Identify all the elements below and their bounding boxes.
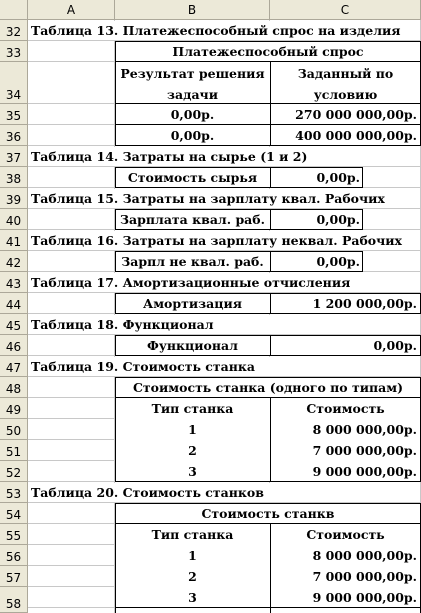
table-13-cell[interactable]: 400 000 000,00р. (295, 128, 417, 143)
row-header[interactable]: 32 (0, 20, 28, 41)
table-19-cell[interactable]: 1 (188, 422, 197, 437)
row-header[interactable]: 50 (0, 419, 28, 440)
column-header-b[interactable]: B (115, 0, 270, 20)
row-header[interactable]: 34 (0, 62, 28, 104)
table-20-title[interactable]: Таблица 20. Стоимость станков (31, 485, 264, 500)
table-16-title[interactable]: Таблица 16. Затраты на зарплату неквал. Рабочих (31, 233, 402, 248)
row-header[interactable]: 54 (0, 503, 28, 524)
row-header[interactable]: 35 (0, 104, 28, 125)
table-15-title[interactable]: Таблица 15. Затраты на зарплату квал. Рабочих (31, 191, 385, 206)
row-header[interactable]: 55 (0, 524, 28, 545)
table-20-cell[interactable]: 1 (188, 548, 197, 563)
table-13-cell[interactable]: 0,00р. (170, 107, 215, 122)
table-20-cell[interactable]: 3 (188, 590, 197, 605)
table-19-cell[interactable]: 8 000 000,00р. (312, 422, 417, 437)
row-header[interactable]: 58 (0, 587, 28, 613)
row-header[interactable]: 44 (0, 293, 28, 314)
table-17-value[interactable]: 1 200 000,00р. (312, 296, 417, 311)
select-all-corner[interactable] (0, 0, 28, 20)
row-header[interactable]: 49 (0, 398, 28, 419)
table-20-cell[interactable]: 7 000 000,00р. (312, 569, 417, 584)
column-header-a[interactable]: A (28, 0, 115, 20)
row-header[interactable]: 36 (0, 125, 28, 146)
table-16-value[interactable]: 0,00р. (316, 254, 360, 269)
table-20-cell[interactable]: 2 (188, 569, 197, 584)
row-header[interactable]: 53 (0, 482, 28, 503)
row-header[interactable]: 45 (0, 314, 28, 335)
table-20-group-header[interactable]: Стоимость станкв (201, 506, 335, 521)
table-13-col1-header-line1[interactable]: Результат решения (120, 66, 265, 81)
table-13-col2-header-line2: условию (313, 87, 378, 102)
row-header[interactable]: 47 (0, 356, 28, 377)
table-15-value[interactable]: 0,00р. (316, 212, 360, 227)
row-header[interactable]: 51 (0, 440, 28, 461)
table-17-title[interactable]: Таблица 17. Амортизационные отчисления (31, 275, 351, 290)
table-16-label[interactable]: Зарпл не квал. раб. (121, 254, 264, 269)
row-header[interactable]: 39 (0, 188, 28, 209)
table-18-label[interactable]: Функционал (147, 338, 238, 353)
table-20-col2-header[interactable]: Стоимость (306, 527, 385, 542)
row-header[interactable]: 33 (0, 41, 28, 62)
row-header[interactable]: 41 (0, 230, 28, 251)
table-19-cell[interactable]: 2 (188, 443, 197, 458)
table-14-title[interactable]: Таблица 14. Затраты на сырье (1 и 2) (31, 149, 308, 164)
table-19-group-header[interactable]: Стоимость станка (одного по типам) (132, 380, 404, 395)
row-header[interactable]: 57 (0, 566, 28, 587)
table-13-col1-header-line2: задачи (167, 87, 218, 102)
table-14-label[interactable]: Стоимость сырья (127, 170, 258, 185)
table-20-cell[interactable]: 8 000 000,00р. (312, 548, 417, 563)
table-13-title[interactable]: Таблица 13. Платежеспособный спрос на изделия (31, 23, 401, 38)
row-header[interactable]: 38 (0, 167, 28, 188)
row-header[interactable]: 52 (0, 461, 28, 482)
table-19-col2-header[interactable]: Стоимость (306, 401, 385, 416)
table-20-col1-header[interactable]: Тип станка (151, 527, 234, 542)
table-15-label[interactable]: Зарплата квал. раб. (120, 212, 265, 227)
table-19-cell[interactable]: 3 (188, 464, 197, 479)
row-header[interactable]: 37 (0, 146, 28, 167)
column-header-c[interactable]: C (270, 0, 421, 20)
table-20-cell[interactable]: 9 000 000,00р. (312, 590, 417, 605)
table-13-cell[interactable]: 270 000 000,00р. (295, 107, 417, 122)
row-header[interactable]: 46 (0, 335, 28, 356)
row-header[interactable]: 43 (0, 272, 28, 293)
table-19-title[interactable]: Таблица 19. Стоимость станка (31, 359, 256, 374)
table-13-col2-header-line1[interactable]: Заданный по (297, 66, 394, 81)
row-header[interactable]: 56 (0, 545, 28, 566)
table-17-label[interactable]: Амортизация (143, 296, 242, 311)
table-13-group-header[interactable]: Платежеспособный спрос (172, 44, 364, 59)
table-13-cell[interactable]: 0,00р. (170, 128, 215, 143)
table-19-cell[interactable]: 7 000 000,00р. (312, 443, 417, 458)
table-18-title[interactable]: Таблица 18. Функционал (31, 317, 214, 332)
table-19-cell[interactable]: 9 000 000,00р. (312, 464, 417, 479)
table-19-col1-header[interactable]: Тип станка (151, 401, 234, 416)
table-14-value[interactable]: 0,00р. (316, 170, 360, 185)
row-header[interactable]: 40 (0, 209, 28, 230)
row-header[interactable]: 48 (0, 377, 28, 398)
row-header[interactable]: 42 (0, 251, 28, 272)
table-18-value[interactable]: 0,00р. (373, 338, 417, 353)
